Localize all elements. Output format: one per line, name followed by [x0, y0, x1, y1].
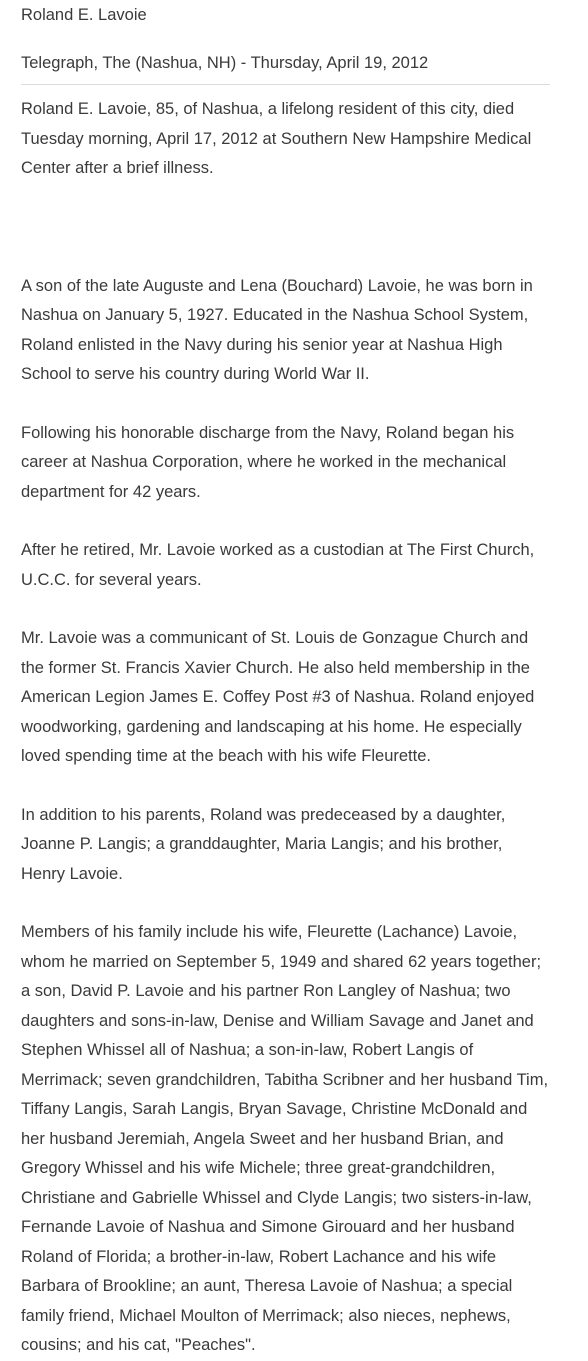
paragraph-early-life: A son of the late Auguste and Lena (Bouchard) Lavoie, he was born in Nashua on January 5, 1927. Educated in the Nashua School System, Roland enlisted in the Navy during his senior year at Nashua High School to serve his country during World War II. — [21, 276, 533, 383]
paragraph-church-and-hobbies: Mr. Lavoie was a communicant of St. Louis de Gonzague Church and the former St. Francis Xavier Church. He also held membership in the American Legion James E. Coffey Post #3 of Nashua. Roland enjoyed woodworking, gardening and landscaping at his home. He especially loved spending time at the beach with his wife Fleurette. — [21, 629, 535, 765]
paragraph-death-notice: Roland E. Lavoie, 85, of Nashua, a lifelong resident of this city, died Tuesday morning, April 17, 2012 at Southern New Hampshire Medical Center after a brief illness. — [21, 100, 532, 177]
paragraph-career: Following his honorable discharge from the Navy, Roland began his career at Nashua Corporation, where he worked in the mechanical department for 42 years. — [21, 423, 515, 501]
paragraph-predeceased: In addition to his parents, Roland was predeceased by a daughter, Joanne P. Langis; a granddaughter, Maria Langis; and his brother, Henry Lavoie. — [21, 805, 506, 883]
obituary-body — [21, 95, 550, 1361]
obituary-name: Roland E. Lavoie — [21, 6, 147, 24]
obituary-source-line: Telegraph, The (Nashua, NH) - Thursday, April 19, 2012 — [21, 52, 550, 85]
paragraph-retirement: After he retired, Mr. Lavoie worked as a custodian at The First Church, U.C.C. for several years. — [21, 541, 535, 589]
obituary-article — [0, 4, 588, 1361]
paragraph-survivors: Members of his family include his wife, Fleurette (Lachance) Lavoie, whom he married on September 5, 1949 and shared 62 years together; a son, David P. Lavoie and his partner Ron Langley of Nashua; two daughters and sons-in-law, Denise and William Savage and Janet and Stephen Whissel all of Nashua; a son-in-law, Robert Langis of Merrimack; seven grandchildren, Tabitha Scribner and her husband Tim, Tiffany Langis, Sarah Langis, Bryan Savage, Christine McDonald and her husband Jeremiah, Angela Sweet and her husband Brian, and Gregory Whissel and his wife Michele; three great-grandchildren, Christiane and Gabrielle Whissel and Clyde Langis; two sisters-in-law, Fernande Lavoie of Nashua and Simone Girouard and her husband Roland of Florida; a brother-in-law, Robert Lachance and his wife Barbara of Brookline; an aunt, Theresa Lavoie of Nashua; a special family friend, Michael Moulton of Merrimack; also nieces, nephews, cousins; and his cat, "Peaches". — [21, 923, 549, 1354]
